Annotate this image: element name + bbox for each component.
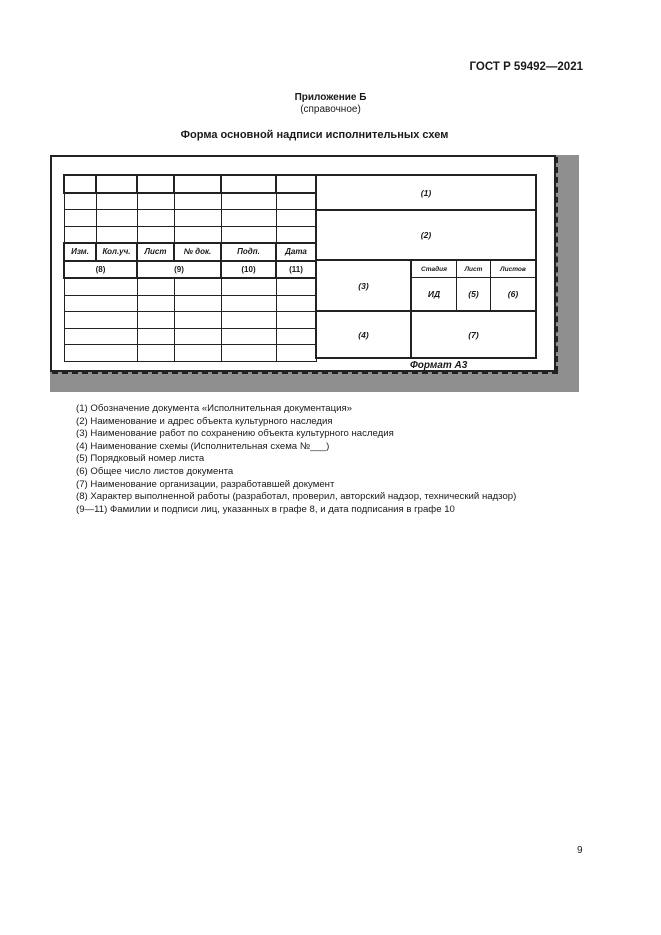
block-3: (3) — [317, 261, 412, 312]
form-title: Форма основной надписи исполнительных схем — [180, 129, 449, 141]
field-10-label: (10) — [221, 261, 276, 279]
stage-header: Стадия — [412, 261, 457, 278]
block-2: (2) — [317, 211, 535, 261]
page-number: 9 — [577, 845, 583, 856]
table-row — [64, 193, 316, 210]
appendix-subtitle: (справочное) — [300, 104, 361, 115]
standard-designation: ГОСТ Р 59492—2021 — [469, 61, 583, 73]
field-9-label: (9) — [137, 261, 221, 279]
table-row — [64, 312, 316, 329]
list-item: (1) Обозначение документа «Исполнительная документация» — [76, 403, 352, 414]
format-label: Формат А3 — [410, 360, 468, 371]
table-row — [64, 210, 316, 227]
header-row — [64, 243, 316, 261]
table-row — [64, 328, 316, 345]
list-item: (6) Общее число листов документа — [76, 465, 234, 477]
field-8-label: (8) — [64, 261, 137, 279]
list-item: (3) Наименование работ по сохранению объекта культурного наследия — [76, 428, 394, 440]
table-row — [64, 345, 316, 362]
sheet-value: (5) — [457, 278, 491, 312]
sheet-header: Лист — [457, 261, 491, 278]
number-row — [64, 261, 316, 279]
appendix-title: Приложение Б — [294, 92, 367, 103]
list-item: (9—11) Фамилии и подписи лиц, указанных в графе 8, и дата подписания в графе 10 — [76, 503, 455, 515]
table-row — [64, 175, 316, 193]
stamp-right-block — [315, 174, 537, 359]
table-row — [64, 226, 316, 243]
stage-value: ИД — [412, 278, 457, 312]
header-podp: Подп. — [221, 243, 276, 261]
field-11-label: (11) — [276, 261, 316, 279]
list-item: (4) Наименование схемы (Исполнительная схема №___) — [76, 440, 330, 452]
frame-shadow-bottom — [50, 372, 579, 392]
list-item: (8) Характер выполненной работы (разработал, проверил, авторский надзор, технический надзор) — [76, 491, 517, 503]
header-izm: Изм. — [64, 243, 96, 261]
list-item: (7) Наименование организации, разработавшей документ — [76, 478, 335, 490]
block-7: (7) — [468, 329, 479, 340]
frame-cut-line-right — [556, 157, 558, 372]
notes-list — [76, 403, 516, 516]
sheets-header: Листов — [491, 261, 535, 278]
block-4: (4) — [317, 312, 412, 357]
header-list: Лист — [137, 243, 174, 261]
header-n-dok: № док. — [174, 243, 221, 261]
table-row — [64, 295, 316, 312]
stamp-left-table — [63, 174, 317, 362]
sheets-value: (6) — [491, 278, 535, 312]
header-kol-uch: Кол.уч. — [96, 243, 137, 261]
header-data: Дата — [276, 243, 316, 261]
list-item: (2) Наименование и адрес объекта культурного наследия — [76, 415, 333, 427]
list-item: (5) Порядковый номер листа — [76, 453, 205, 465]
frame-cut-line-bottom — [52, 372, 558, 374]
block-1: (1) — [317, 176, 535, 211]
table-row — [64, 278, 316, 295]
